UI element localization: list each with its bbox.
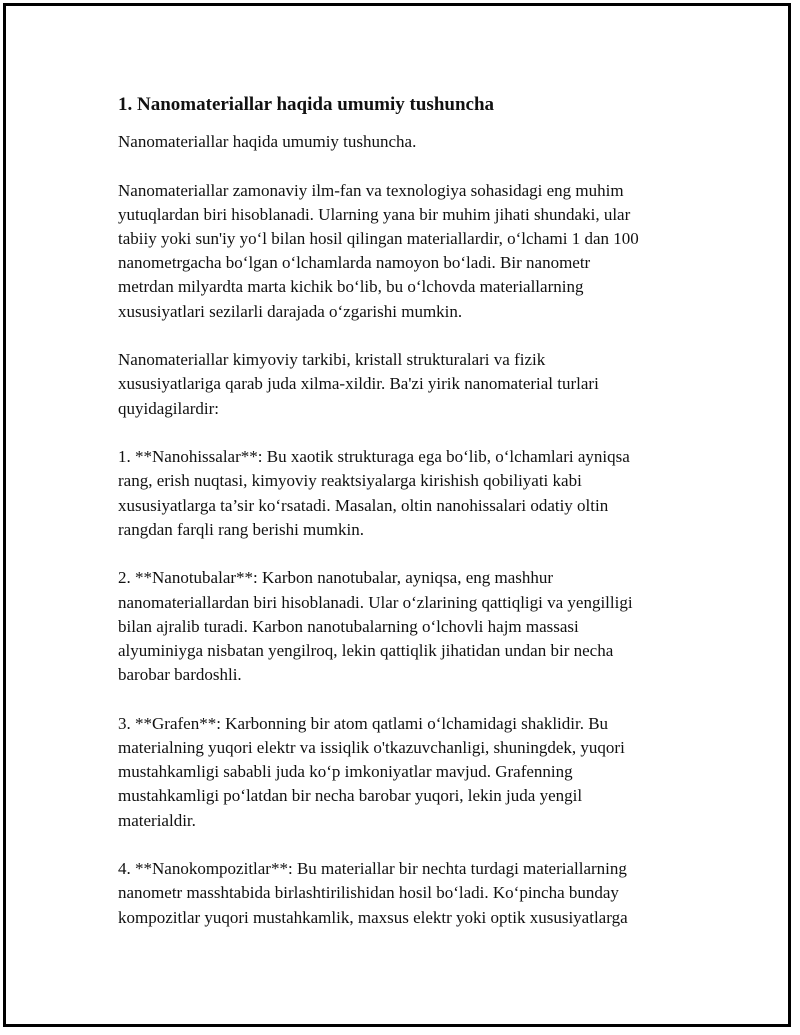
list-item-nanotubalar: 2. **Nanotubalar**: Karbon nanotubalar, ayniqsa, eng mashhur nanomateriallardan biri hisoblanadi. Ular o‘zlarining qattiqligi va yengilligi bilan ajralib turadi. Karbon nanotubalarning o‘lchovli hajm massasi alyuminiyga nisbatan yengilroq, lekin qattiqlik jihatidan undan bir necha barobar bardoshli. <box>118 568 633 685</box>
list-item-nanokompozitlar: 4. **Nanokompozitlar**: Bu materiallar bir nechta turdagi materiallarning nanometr masshtabida birlashtirilishidan hosil bo‘ladi. Ko‘pincha bunday kompozitlar yuqori mustahkamlik, maxsus elektr yoki optik xususiyatlarga <box>118 859 628 927</box>
document-title: 1. Nanomateriallar haqida umumiy tushuncha <box>118 94 495 115</box>
definition-paragraph: Nanomateriallar zamonaviy ilm-fan va texnologiya sohasidagi eng muhim yutuqlardan biri hisoblanadi. Ularning yana bir muhim jihati shundaki, ular tabiiy yoki sun'iy yo‘l bilan hosil qilingan materiallardir, o‘lchami 1 dan 100 nanometrgacha bo‘lgan o‘lchamlarda namoyon bo‘ladi. Bir nanometr metrdan milyardta marta kichik bo‘lib, bu o‘lchovda materiallarning xususiyatlari sezilarli darajada o‘zgarishi mumkin. <box>118 180 639 321</box>
types-intro-paragraph: Nanomateriallar kimyoviy tarkibi, kristall strukturalari va fizik xususiyatlariga qarab juda xilma-xildir. Ba'zi yirik nanomaterial turlari quyidagilardir: <box>118 350 599 418</box>
list-item-nanohissalar: 1. **Nanohissalar**: Bu xaotik strukturaga ega bo‘lib, o‘lchamlari ayniqsa rang, erish nuqtasi, kimyoviy reaktsiyalarga kirishish qobiliyati kabi xususiyatlarga ta’sir ko‘rsatadi. Masalan, oltin nanohissalari odatiy oltin rangdan farqli rang berishi mumkin. <box>118 447 630 539</box>
intro-paragraph: Nanomateriallar haqida umumiy tushuncha. <box>118 132 417 151</box>
list-item-grafen: 3. **Grafen**: Karbonning bir atom qatlami o‘lchamidagi shaklidir. Bu materialning yuqori elektr va issiqlik o'tkazuvchanligi, shuningdek, yuqori mustahkamligi sababli juda ko‘p imkoniyatlar mavjud. Grafenning mustahkamligi po‘latdan bir necha barobar yuqori, lekin juda yengil materialdir. <box>118 713 625 830</box>
document-body <box>118 92 708 954</box>
